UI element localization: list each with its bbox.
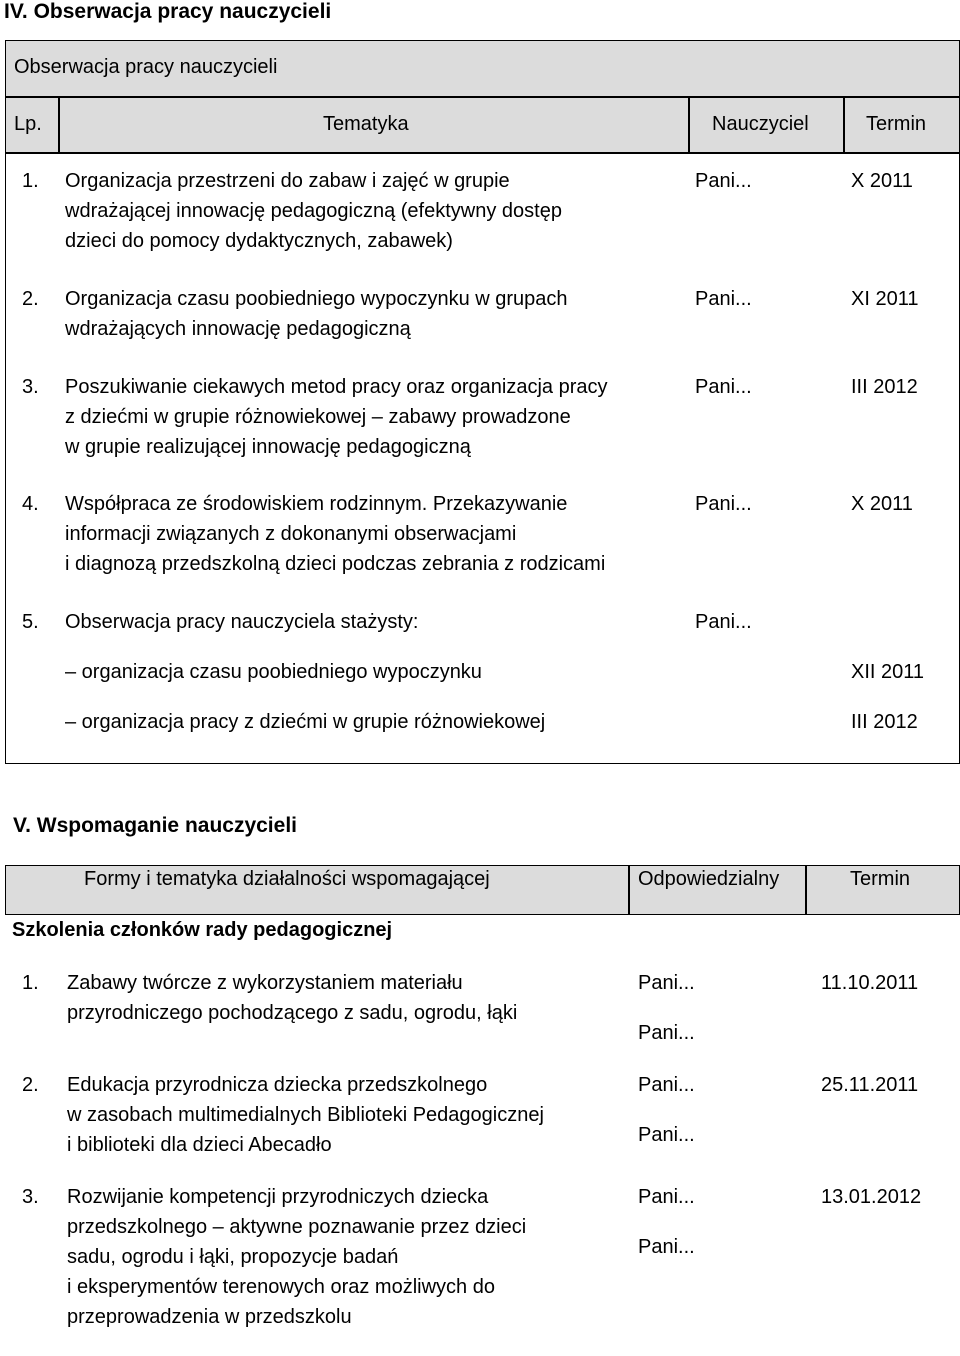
row-teacher: Pani...	[695, 288, 752, 310]
divider	[58, 96, 60, 152]
topic-line: informacji związanych z dokonanymi obserwacjami	[65, 523, 517, 545]
row-person: Pani...	[638, 1124, 695, 1146]
divider	[628, 865, 630, 915]
topic-line: Edukacja przyrodnicza dziecka przedszkolnego	[67, 1074, 488, 1096]
row-number: 3.	[22, 1186, 39, 1208]
row-number: 4.	[22, 493, 39, 515]
divider	[805, 865, 807, 915]
row-teacher: Pani...	[695, 170, 752, 192]
row-teacher: Pani...	[695, 611, 752, 633]
trainings-subheading: Szkolenia członków rady pedagogicznej	[12, 919, 393, 941]
row-topic	[65, 489, 605, 579]
row-term: X 2011	[851, 170, 913, 192]
topic-line: wdrażających innowację pedagogiczną	[65, 318, 411, 340]
row-term: X 2011	[851, 493, 913, 515]
subitem-text: – organizacja czasu poobiedniego wypoczynku	[65, 661, 482, 683]
row-person: Pani...	[638, 1186, 695, 1208]
row-topic	[65, 284, 568, 344]
section-v-heading: V. Wspomaganie nauczycieli	[13, 814, 297, 837]
table-title: Obserwacja pracy nauczycieli	[14, 56, 278, 78]
header-forms: Formy i tematyka działalności wspomagającej	[84, 868, 490, 890]
row-topic	[67, 968, 517, 1028]
row-number: 2.	[22, 1074, 39, 1096]
header-teacher: Nauczyciel	[712, 113, 809, 135]
row-person: Pani...	[638, 972, 695, 994]
row-person: Pani...	[638, 1074, 695, 1096]
topic-line: i biblioteki dla dzieci Abecadło	[67, 1134, 332, 1156]
topic-line: z dziećmi w grupie różnowiekowej – zabawy prowadzone	[65, 406, 571, 428]
header-responsible: Odpowiedzialny	[638, 868, 780, 890]
topic-line: Organizacja przestrzeni do zabaw i zajęć w grupie	[65, 170, 510, 192]
header-lp: Lp.	[14, 113, 42, 135]
header-topic: Tematyka	[323, 113, 409, 135]
header-term: Termin	[866, 113, 927, 135]
topic-line: Współpraca ze środowiskiem rodzinnym. Przekazywanie	[65, 493, 568, 515]
row-topic: Obserwacja pracy nauczyciela stażysty:	[65, 611, 419, 633]
row-teacher: Pani...	[695, 376, 752, 398]
topic-line: i diagnozą przedszkolną dzieci podczas zebrania z rodzicami	[65, 553, 606, 575]
row-date: 13.01.2012	[821, 1186, 922, 1208]
row-number: 2.	[22, 288, 39, 310]
row-topic	[67, 1070, 544, 1160]
row-person: Pani...	[638, 1022, 695, 1044]
row-person: Pani...	[638, 1236, 695, 1258]
row-number: 5.	[22, 611, 39, 633]
topic-line: Organizacja czasu poobiedniego wypoczynku w grupach	[65, 288, 568, 310]
row-term: XI 2011	[851, 288, 919, 310]
topic-line: i eksperymentów terenowych oraz możliwych do	[67, 1276, 495, 1298]
divider	[5, 152, 960, 154]
topic-line: Poszukiwanie ciekawych metod pracy oraz organizacja pracy	[65, 376, 608, 398]
topic-line: przeprowadzenia w przedszkolu	[67, 1306, 352, 1328]
topic-line: Zabawy twórcze z wykorzystaniem materiału	[67, 972, 463, 994]
row-teacher: Pani...	[695, 493, 752, 515]
topic-line: dzieci do pomocy dydaktycznych, zabawek)	[65, 230, 453, 252]
row-term: III 2012	[851, 376, 918, 398]
subitem-term: XII 2011	[851, 661, 925, 683]
row-topic	[65, 372, 607, 462]
subitem-term: III 2012	[851, 711, 918, 733]
divider	[5, 96, 960, 98]
row-number: 1.	[22, 170, 39, 192]
divider	[843, 96, 845, 152]
topic-line: w zasobach multimedialnych Biblioteki Pedagogicznej	[67, 1104, 544, 1126]
topic-line: przedszkolnego – aktywne poznawanie przez dzieci	[67, 1216, 527, 1238]
topic-line: Rozwijanie kompetencji przyrodniczych dziecka	[67, 1186, 489, 1208]
row-date: 25.11.2011	[821, 1074, 919, 1096]
topic-line: wdrażającej innowację pedagogiczną (efektywny dostęp	[65, 200, 562, 222]
topic-line: przyrodniczego pochodzącego z sadu, ogrodu, łąki	[67, 1002, 518, 1024]
divider	[688, 96, 690, 152]
section-iv-heading: IV. Obserwacja pracy nauczycieli	[4, 0, 332, 23]
row-date: 11.10.2011	[821, 972, 919, 994]
row-number: 1.	[22, 972, 39, 994]
row-number: 3.	[22, 376, 39, 398]
row-topic	[67, 1182, 526, 1332]
row-topic	[65, 166, 562, 256]
topic-line: w grupie realizującej innowację pedagogiczną	[65, 436, 471, 458]
subitem-text: – organizacja pracy z dziećmi w grupie różnowiekowej	[65, 711, 546, 733]
header-term: Termin	[850, 868, 911, 890]
topic-line: sadu, ogrodu i łąki, propozycje badań	[67, 1246, 399, 1268]
